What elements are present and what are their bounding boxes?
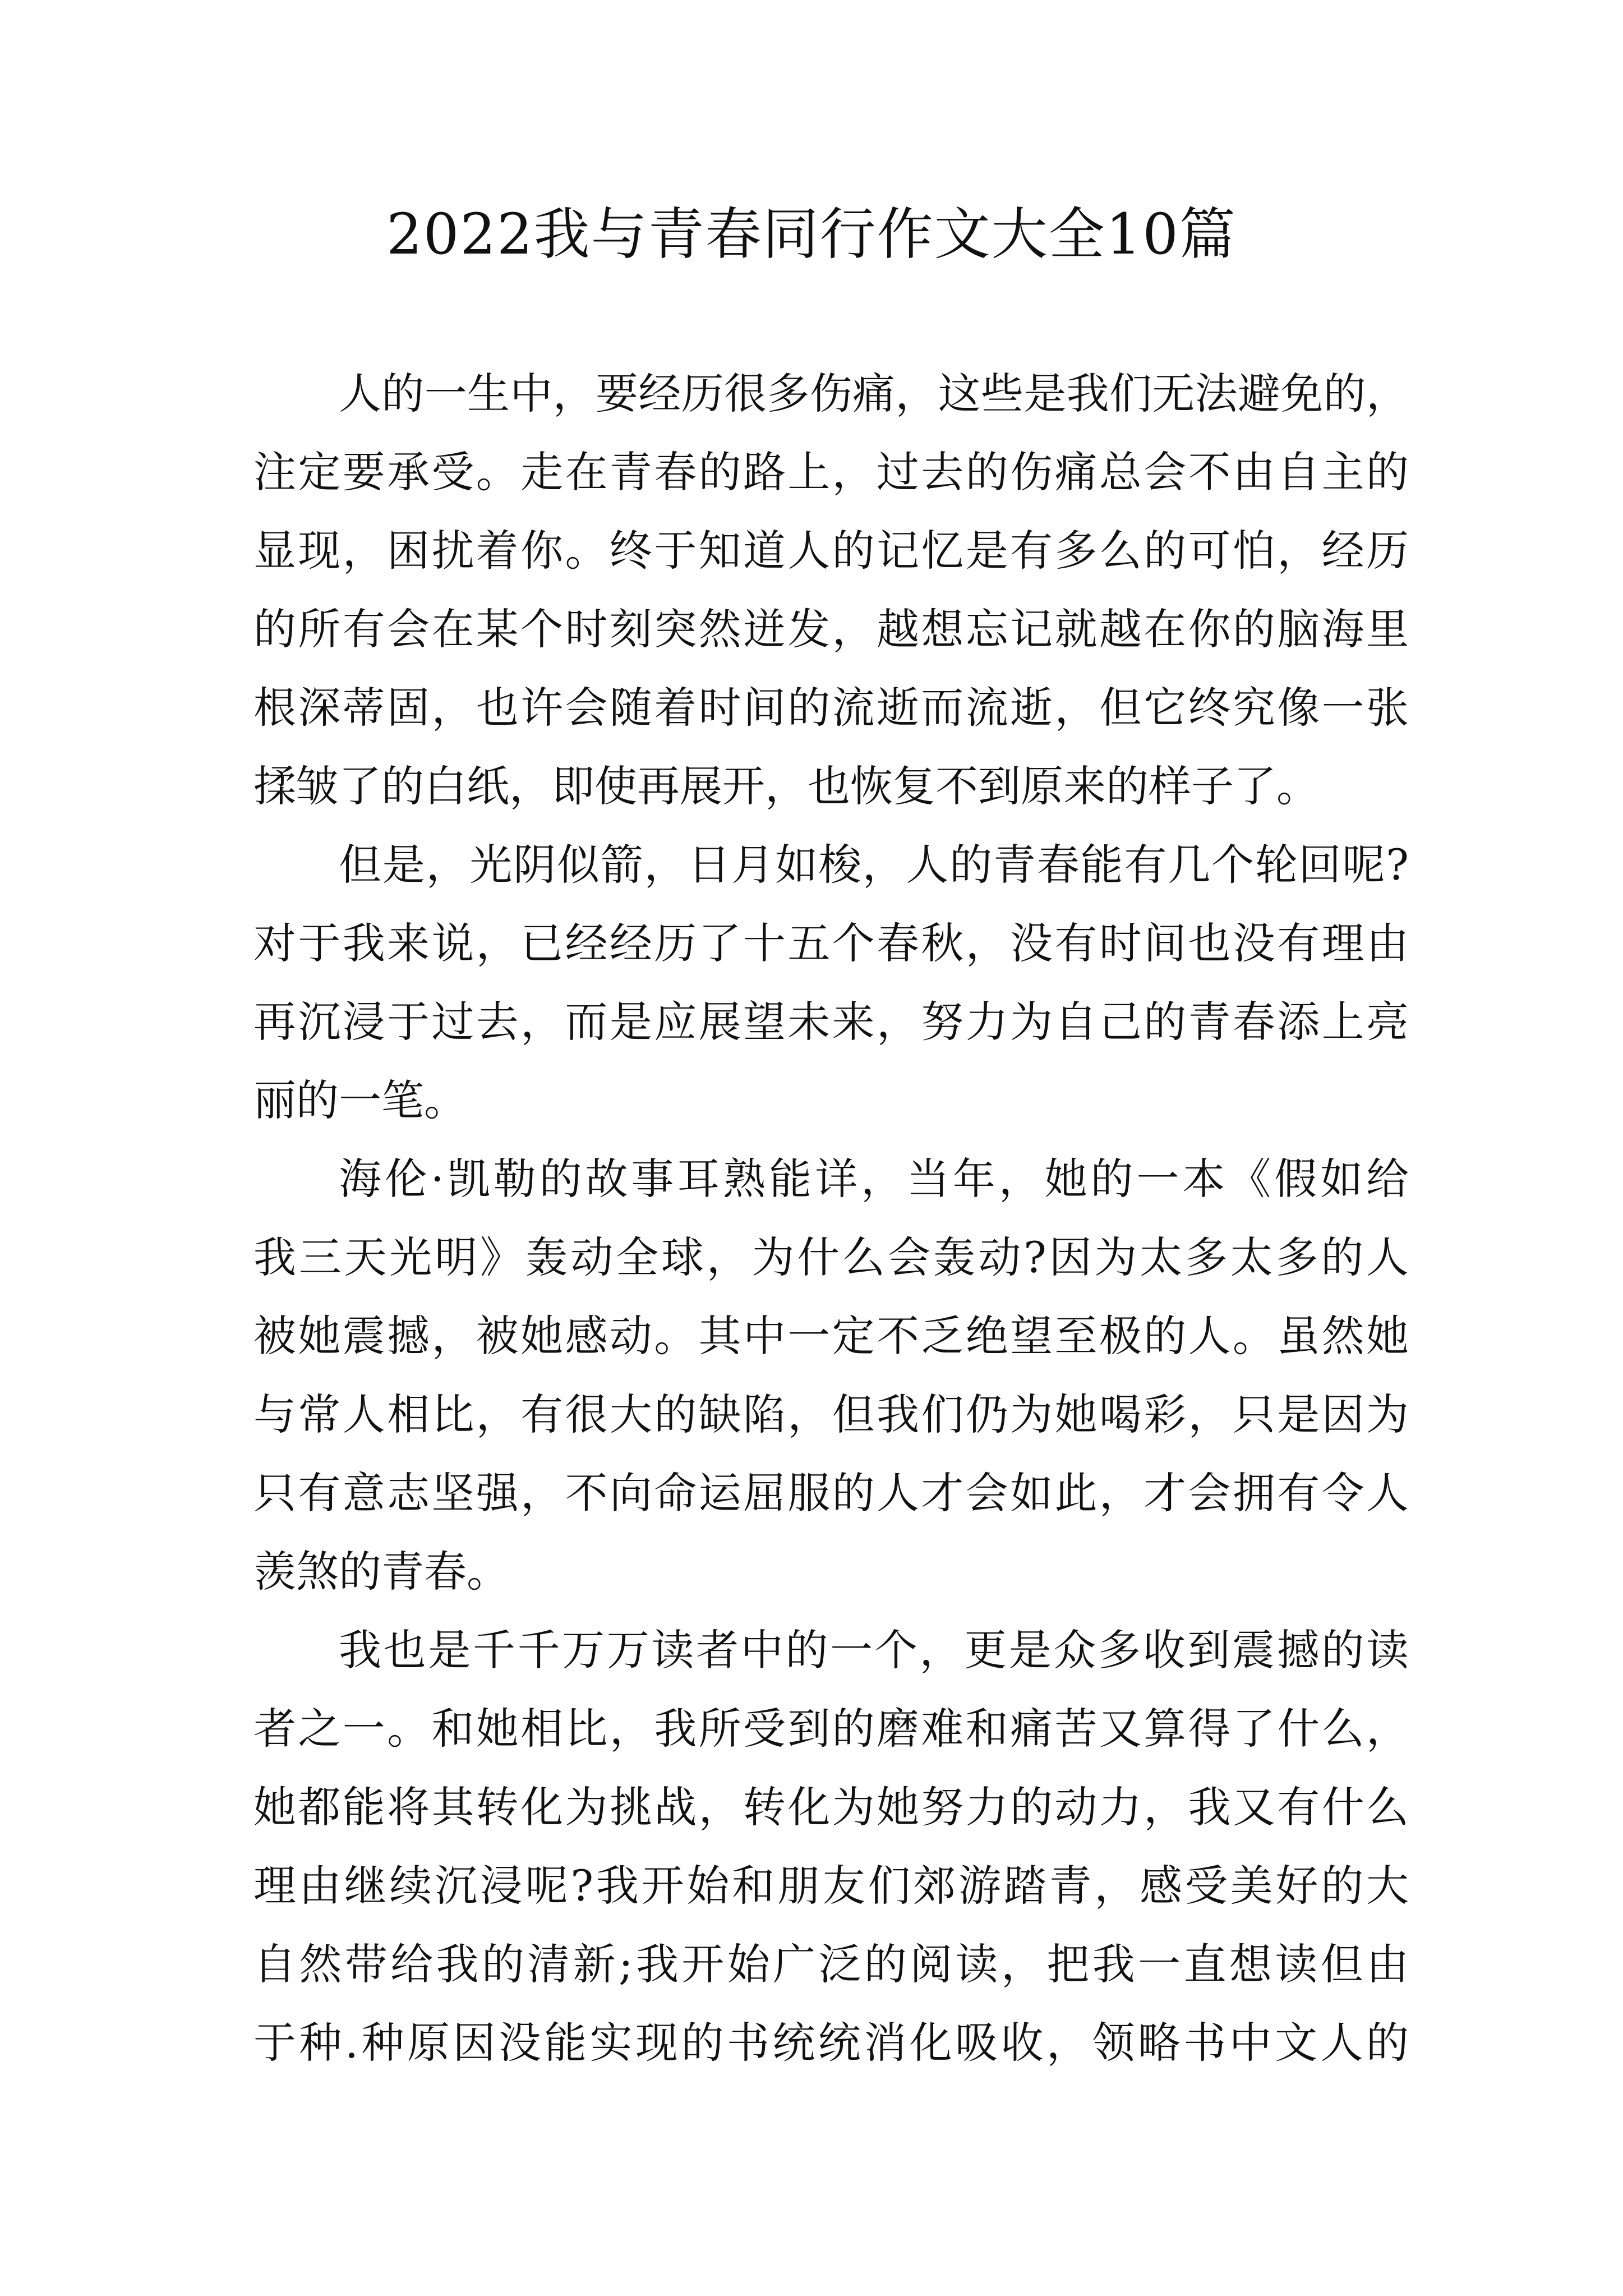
text-line: 丽的一笔。 [253,1075,467,1125]
text-line: 自然带给我的清新;我开始广泛的阅读，把我一直想读但由 [253,1939,1409,1989]
text-line: 她都能将其转化为挑战，转化为她努力的动力，我又有什么 [253,1782,1409,1832]
text-line: 只有意志坚强，不向命运屈服的人才会如此，才会拥有令人 [253,1468,1409,1518]
text-line: 羡煞的青春。 [253,1547,509,1596]
text-line: 揉皱了的白纸，即使再展开，也恢复不到原来的样子了。 [253,761,1319,811]
text-line: 的所有会在某个时刻突然迸发，越想忘记就越在你的脑海里 [253,604,1409,654]
paragraph-3 [253,1140,1409,1611]
text-line: 再沉浸于过去，而是应展望未来，努力为自己的青春添上亮 [253,997,1409,1047]
text-line: 于种.种原因没能实现的书统统消化吸收，领略书中文人的 [253,2018,1409,2068]
document-title: 2022我与青春同行作文大全10篇 [386,201,1237,267]
text-line: 对于我来说，已经经历了十五个春秋，没有时间也没有理由 [253,918,1409,968]
text-line: 被她震撼，被她感动。其中一定不乏绝望至极的人。虽然她 [253,1311,1409,1361]
text-line: 我三天光明》轰动全球，为什么会轰动?因为太多太多的人 [253,1232,1409,1282]
document-body [253,355,1409,2082]
paragraph-4 [253,1611,1409,2082]
text-line: 但是，光阴似箭，日月如梭，人的青春能有几个轮回呢? [339,840,1409,890]
text-line: 我也是千千万万读者中的一个，更是众多收到震撼的读 [339,1625,1409,1675]
text-line: 者之一。和她相比，我所受到的磨难和痛苦又算得了什么， [253,1704,1409,1754]
text-line: 海伦·凯勒的故事耳熟能详，当年，她的一本《假如给 [339,1154,1409,1204]
text-line: 注定要承受。走在青春的路上，过去的伤痛总会不由自主的 [253,447,1409,497]
paragraph-2 [253,826,1409,1140]
text-line: 理由继续沉浸呢?我开始和朋友们郊游踏青，感受美好的大 [253,1861,1409,1911]
paragraph-1 [253,355,1409,826]
text-line: 与常人相比，有很大的缺陷，但我们仍为她喝彩，只是因为 [253,1389,1409,1439]
text-line: 显现，困扰着你。终于知道人的记忆是有多么的可怕，经历 [253,526,1409,576]
text-line: 根深蒂固，也许会随着时间的流逝而流逝，但它终究像一张 [253,683,1409,733]
text-line: 人的一生中，要经历很多伤痛，这些是我们无法避免的， [339,369,1409,418]
